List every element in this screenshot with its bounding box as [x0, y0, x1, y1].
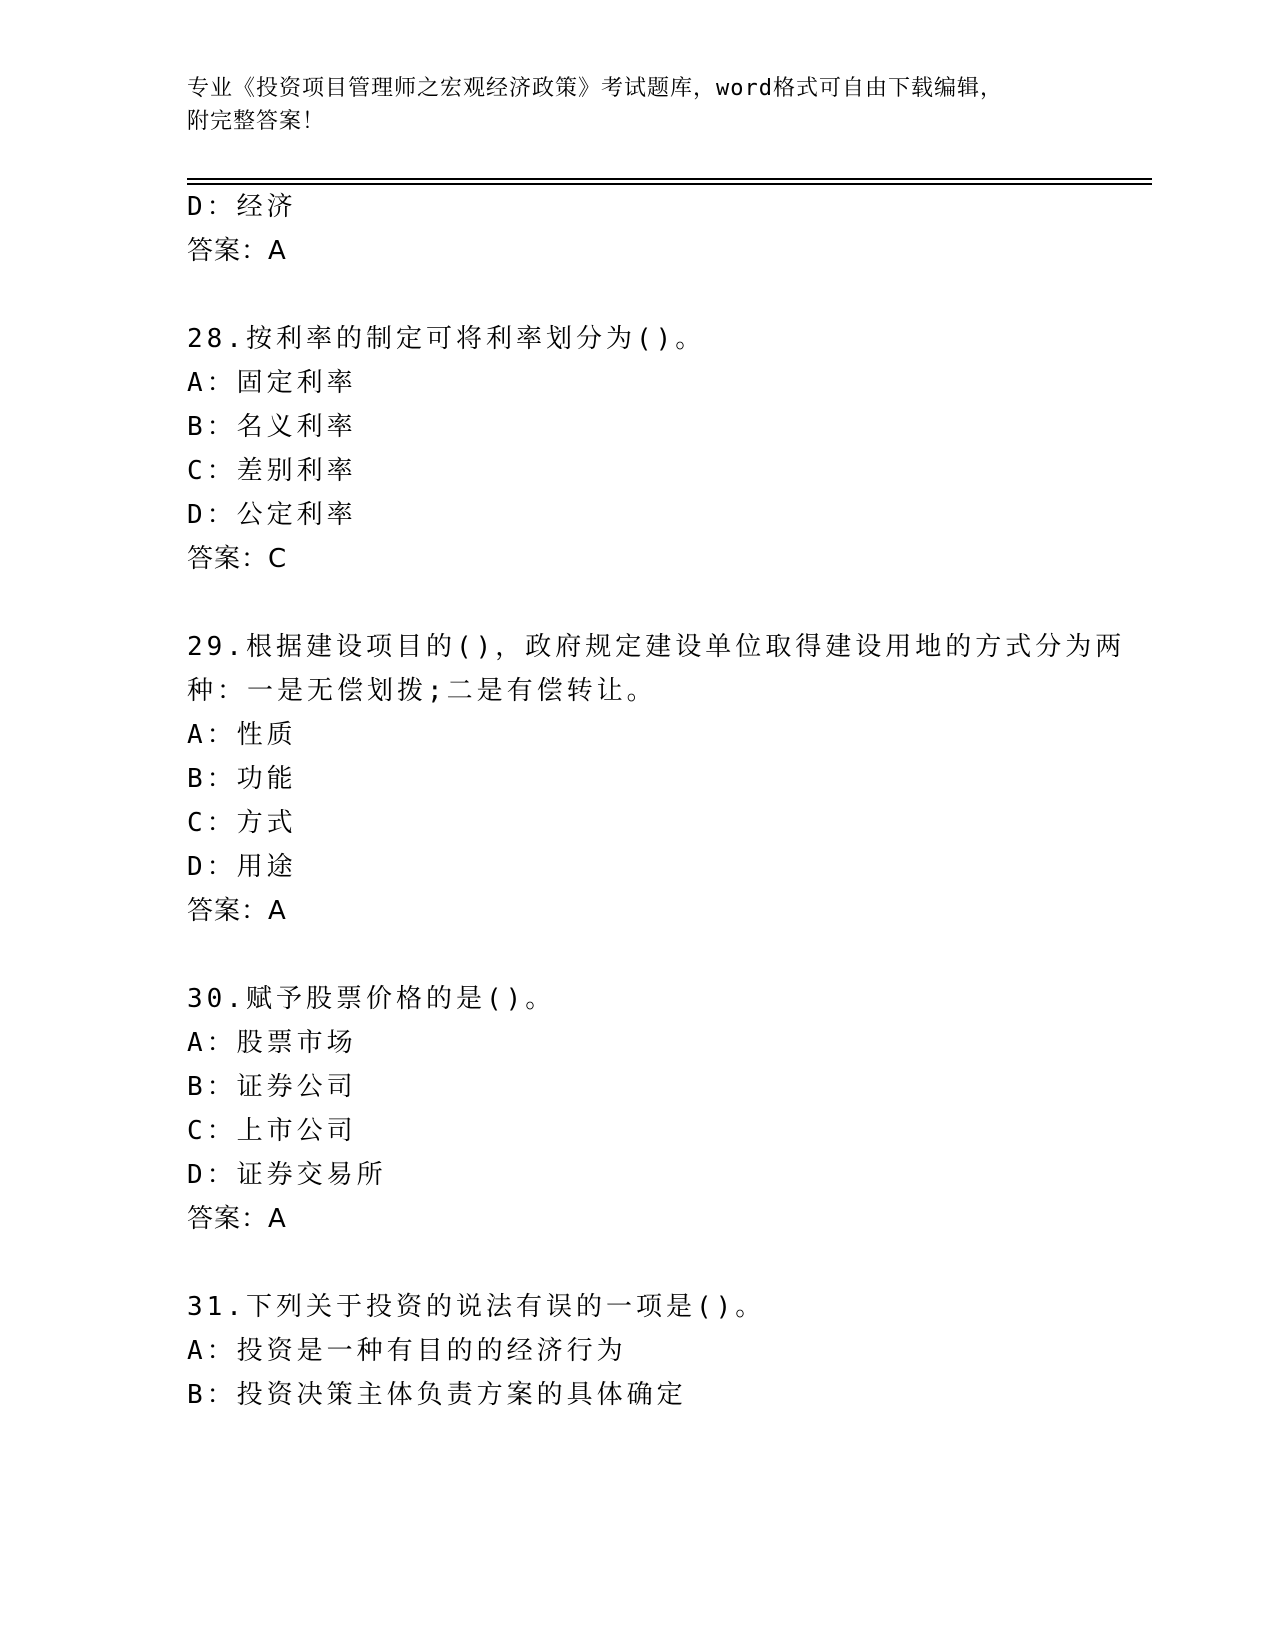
q31-option-b: B：投资决策主体负责方案的具体确定: [187, 1380, 687, 1410]
header-divider-top: [187, 178, 1152, 180]
q30-option-d: D：证券交易所: [187, 1160, 387, 1190]
q28-option-d: D：公定利率: [187, 500, 357, 530]
q28-stem: 28.按利率的制定可将利率划分为()。: [187, 324, 706, 354]
q28-option-b: B：名义利率: [187, 412, 357, 442]
header-line-2: 附完整答案！: [187, 109, 326, 134]
q29-stem-line-1: 29.根据建设项目的()，政府规定建设单位取得建设用地的方式分为两: [187, 632, 1126, 662]
q29-option-d: D：用途: [187, 852, 297, 882]
q30-option-b: B：证券公司: [187, 1072, 357, 1102]
q30-answer: 答案：A: [187, 1204, 287, 1234]
document-header: [187, 72, 1087, 138]
q28-option-c: C：差别利率: [187, 456, 357, 486]
header-divider-bottom: [187, 183, 1152, 185]
q29-option-b: B：功能: [187, 764, 297, 794]
q29-option-c: C：方式: [187, 808, 297, 838]
q28-option-a: A：固定利率: [187, 368, 357, 398]
q29-answer: 答案：A: [187, 896, 287, 926]
prev-option-d: D：经济: [187, 192, 297, 222]
q29-option-a: A：性质: [187, 720, 297, 750]
q31-option-a: A：投资是一种有目的的经济行为: [187, 1336, 627, 1366]
q30-option-c: C：上市公司: [187, 1116, 357, 1146]
q30-stem: 30.赋予股票价格的是()。: [187, 984, 556, 1014]
q29-stem-line-2: 种：一是无偿划拨;二是有偿转让。: [187, 676, 657, 706]
q30-option-a: A：股票市场: [187, 1028, 357, 1058]
prev-answer: 答案：A: [187, 236, 287, 266]
q31-stem: 31.下列关于投资的说法有误的一项是()。: [187, 1292, 766, 1322]
q28-answer: 答案：C: [187, 544, 288, 574]
header-line-1: 专业《投资项目管理师之宏观经济政策》考试题库，word格式可自由下载编辑，: [187, 76, 1003, 101]
